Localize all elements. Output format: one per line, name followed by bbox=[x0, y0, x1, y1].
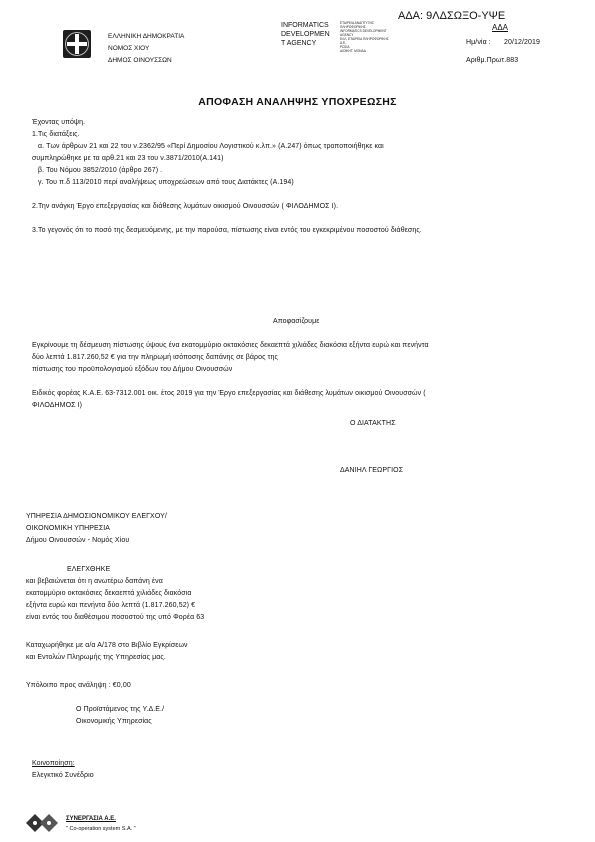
agency-line-2: DEVELOPMEN bbox=[281, 31, 330, 38]
checked-line-3: εξήντα ευρώ και πενήντα δύο λεπτά (1.817.260,52) € bbox=[26, 602, 196, 609]
decision-line-5: ΦΙΛΟΔΗΜΟΣ Ι) bbox=[32, 402, 83, 409]
register-line-2: και Εντολών Πληρωμής της Υπηρεσίας μας. bbox=[26, 654, 166, 661]
decision-line-4: Ειδικός φορέας Κ.Α.Ε. 63-7312.001 οικ. έτος 2019 για την Έργο επεξεργασίας και διάθεσης λυμάτων οικισμού Οινουσσών ( bbox=[32, 390, 426, 397]
header-line-2: ΝΟΜΟΣ ΧΙΟΥ bbox=[108, 45, 150, 52]
company-name: ΣΥΝΕΡΓΑΣΙΑ Α.Ε. bbox=[66, 816, 116, 822]
clause-1b: β. Του Νόμου 3852/2010 (άρθρο 267) . bbox=[38, 167, 163, 174]
checked-heading: ΕΛΕΓΧΘΗΚΕ bbox=[67, 566, 111, 573]
page-title: ΑΠΟΦΑΣΗ ΑΝΑΛΗΨΗΣ ΥΠΟΧΡΕΩΣΗΣ bbox=[198, 96, 397, 108]
head-title-1: Ο Προϊστάμενος της Υ.Δ.Ε./ bbox=[76, 706, 165, 713]
decision-heading: Αποφασίζουμε bbox=[273, 318, 320, 325]
agency-small-text: ΕΤΑΙΡΕΙΑ ΑΝΑΠΤΥΞΗΣ ΠΛΗΡΟΦΟΡΙΚΗΣ INFORMATICS DEVELOPMENT AGENCY ΕΛΛ. ΕΤΑΙΡΕΙΑ ΠΛΗΡΟΦΟΡΙΚΗΣ Α.Ε. ΡΩΣΙΑ ΔΙΟΙΚΗΤ. ΜΟΝΑΔ bbox=[340, 21, 389, 53]
ada-short: ΑΔΑ bbox=[492, 23, 509, 32]
agency-line-1: INFORMATICS bbox=[281, 22, 329, 29]
header-line-3: ΔΗΜΟΣ ΟΙΝΟΥΣΣΩΝ bbox=[108, 57, 172, 64]
checked-line-1: και βεβαιώνεται ότι η ανωτέρω δαπάνη ένα bbox=[26, 578, 163, 585]
remaining-amount: Υπόλοιπο προς ανάληψη : €0,00 bbox=[26, 682, 131, 689]
service-line-1: ΥΠΗΡΕΣΙΑ ΔΗΜΟΣΙΟΝΟΜΙΚΟΥ ΕΛΕΓΧΟΥ/ bbox=[26, 513, 167, 520]
decision-line-3: πίστωσης του προϋπολογισμού εξόδων του Δήμου Οινουσσών bbox=[32, 366, 233, 373]
agency-line-3: T AGENCY bbox=[281, 40, 317, 47]
signatory-name: ΔΑΝΙΗΛ ΓΕΩΡΓΙΟΣ bbox=[340, 467, 404, 474]
ada-code: ΑΔΑ: 9ΛΔΣΩΞΟ-ΥΨΕ bbox=[398, 10, 506, 22]
clause-1a-line2: συμπληρώθηκε με τα αρθ.21 και 23 του ν.3871/2010(Α.141) bbox=[32, 155, 224, 162]
clause-1: 1.Τις διατάξεις. bbox=[32, 131, 80, 138]
protocol-number: Αριθμ.Πρωτ.883 bbox=[466, 57, 519, 64]
clause-2: 2.Την ανάγκη Έργο επεξεργασίας και διάθεσης λυμάτων οικισμού Οινουσσών ( ΦΙΛΟΔΗΜΟΣ Ι). bbox=[32, 203, 339, 210]
date-value: 20/12/2019 bbox=[504, 39, 541, 46]
notify-recipient: Ελεγκτικό Συνέδριο bbox=[32, 772, 94, 779]
clause-1c: γ. Του π.δ 113/2010 περί αναλήψεως υποχρεώσεων από τους Διατάκτες (Α.194) bbox=[38, 179, 294, 186]
signatory-title: Ο ΔΙΑΤΑΚΤΗΣ bbox=[350, 420, 396, 427]
company-subtitle: " Co-operation system S.A. " bbox=[66, 826, 136, 832]
decision-line-2: δύο λεπτά 1.817.260,52 € για την πληρωμή ισόποσης δαπάνης σε βάρος της bbox=[32, 354, 278, 361]
agency-logo bbox=[281, 21, 330, 48]
checked-line-2: εκατομμύριο οκτακόσιες δεκαεπτά χιλιάδες διακόσια bbox=[26, 590, 192, 597]
header-line-1: ΕΛΛΗΝΙΚΗ ΔΗΜΟΚΡΑΤΙΑ bbox=[108, 33, 185, 40]
head-title-2: Οικονομικής Υπηρεσίας bbox=[76, 718, 152, 725]
decision-line-1: Εγκρίνουμε τη δέσμευση πίστωσης ύψους ένα εκατομμύριο οκτακόσιες δεκαεπτά χιλιάδες διακόσια εξήντα ευρώ και πενήντα bbox=[32, 342, 429, 349]
greek-emblem-icon bbox=[63, 30, 91, 58]
service-line-2: ΟΙΚΟΝΟΜΙΚΗ ΥΠΗΡΕΣΙΑ bbox=[26, 525, 111, 532]
register-line-1: Καταχωρήθηκε με α/α Α/178 στο Βιβλίο Εγκρίσεων bbox=[26, 642, 188, 649]
notify-label: Κοινοποίηση: bbox=[32, 760, 75, 767]
clause-1a-line1: α. Των άρθρων 21 και 22 του ν.2362/95 «Περί Δημοσίου Λογιστικού κ.λπ.» (Α.247) όπως τροποποιήθηκε και bbox=[38, 143, 384, 150]
clause-3: 3.Το γεγονός ότι το ποσό της δεσμευόμενης, με την παρούσα, πίστωσης είναι εντός του εγκεκριμένου ποσοστού διάθεσης. bbox=[32, 227, 422, 234]
checked-line-4: είναι εντός του διαθέσιμου ποσοστού της υπό Φορέα 63 bbox=[26, 614, 205, 621]
intro-text: Έχοντας υπόψη. bbox=[32, 119, 86, 126]
company-logo-icon bbox=[24, 812, 60, 834]
date-label: Ημ/νία : bbox=[466, 39, 491, 46]
service-line-3: Δήμου Οινουσσών - Νομός Χίου bbox=[26, 537, 130, 544]
